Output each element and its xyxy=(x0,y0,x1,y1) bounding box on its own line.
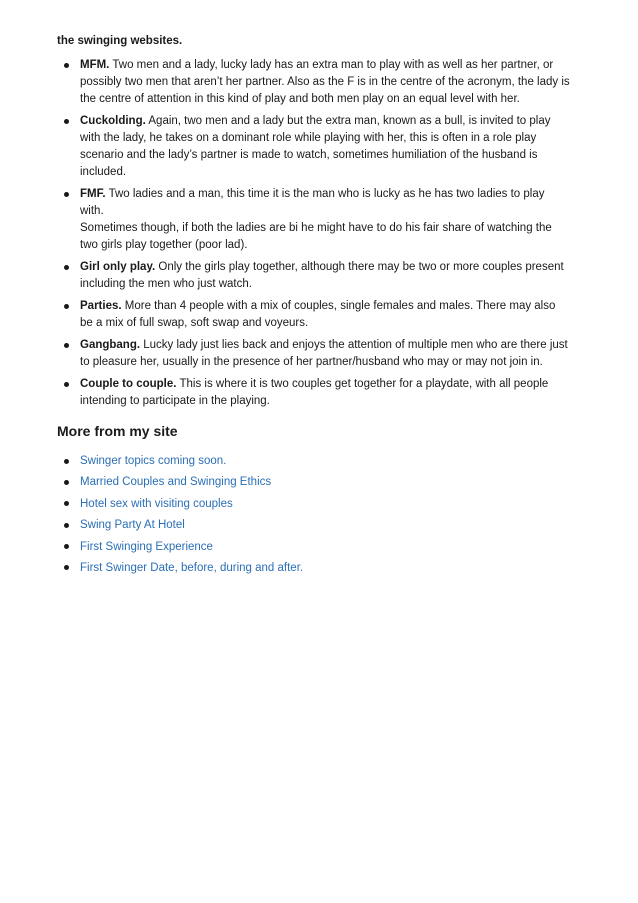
related-link[interactable]: First Swinging Experience xyxy=(80,540,213,553)
related-links-list xyxy=(57,453,577,576)
list-item xyxy=(57,298,577,332)
list-item xyxy=(57,259,577,293)
description-line: This is where it is two couples get together for a playdate, with all people xyxy=(179,378,549,390)
description-line: More than 4 people with a mix of couples, single females and males. There may also xyxy=(124,300,556,312)
description-line: to pleasure her, usually in the presence of her partner/husband who may or may not join in. xyxy=(80,356,543,368)
related-link[interactable]: Swinger topics coming soon. xyxy=(80,455,227,467)
term-label: Cuckolding. xyxy=(80,115,146,127)
description-line: included. xyxy=(80,166,127,178)
description-line: Two ladies and a man, this time it is the man who is lucky as he has two ladies to play xyxy=(108,188,545,200)
list-item xyxy=(57,337,577,371)
list-item xyxy=(57,474,577,490)
list-item xyxy=(57,186,577,254)
list-item xyxy=(57,496,577,512)
description-line: intending to participate in the playing. xyxy=(80,395,270,407)
term-label: Girl only play. xyxy=(80,261,156,273)
description-line: Two men and a lady, lucky lady has an extra man to play with as well as her partner, or xyxy=(112,59,554,71)
related-link[interactable]: Married Couples and Swinging Ethics xyxy=(80,476,272,489)
related-link[interactable]: Hotel sex with visiting couples xyxy=(80,497,233,510)
term-label: Gangbang. xyxy=(80,339,141,351)
page-content xyxy=(57,33,577,581)
description-line: including the men who just watch. xyxy=(80,278,252,290)
term-label: MFM. xyxy=(80,59,110,71)
list-item xyxy=(57,560,577,576)
list-item xyxy=(57,517,577,533)
swing-types-list xyxy=(57,57,577,410)
description-line: Lucky lady just lies back and enjoys the attention of multiple men who are there just xyxy=(143,339,568,351)
description-line: two girls play together (poor lad). xyxy=(80,239,248,251)
term-label: FMF. xyxy=(80,188,106,200)
description-line: with the lady, he takes on a dominant role while playing with her, this is often in a role play xyxy=(80,132,537,144)
description-line: scenario and the lady’s partner is made to watch, sometimes humiliation of the husband is xyxy=(80,149,538,161)
list-item xyxy=(57,113,577,181)
description-line: Again, two men and a lady but the extra man, known as a bull, is invited to play xyxy=(148,115,551,127)
description-line: the centre of attention in this kind of play and both men play on an equal level with her. xyxy=(80,93,520,105)
description-line: Only the girls play together, although there may be two or more couples present xyxy=(158,261,564,273)
list-item xyxy=(57,57,577,108)
related-link[interactable]: First Swinger Date, before, during and after. xyxy=(80,561,304,574)
description-line: possibly two men that aren’t her partner. Also as the F is in the centre of the acronym, the lady is xyxy=(80,76,570,88)
description-line: with. xyxy=(80,205,104,217)
intro-text: the swinging websites. xyxy=(57,35,183,47)
list-item xyxy=(57,539,577,555)
term-label: Parties. xyxy=(80,300,122,312)
description-line: Sometimes though, if both the ladies are bi he might have to do his fair share of watching the xyxy=(80,222,552,234)
related-link[interactable]: Swing Party At Hotel xyxy=(80,519,185,532)
list-item xyxy=(57,376,577,410)
more-from-site-heading: More from my site xyxy=(57,423,178,439)
list-item xyxy=(57,453,577,469)
term-label: Couple to couple. xyxy=(80,378,177,390)
description-line: be a mix of full swap, soft swap and voyeurs. xyxy=(80,317,309,329)
